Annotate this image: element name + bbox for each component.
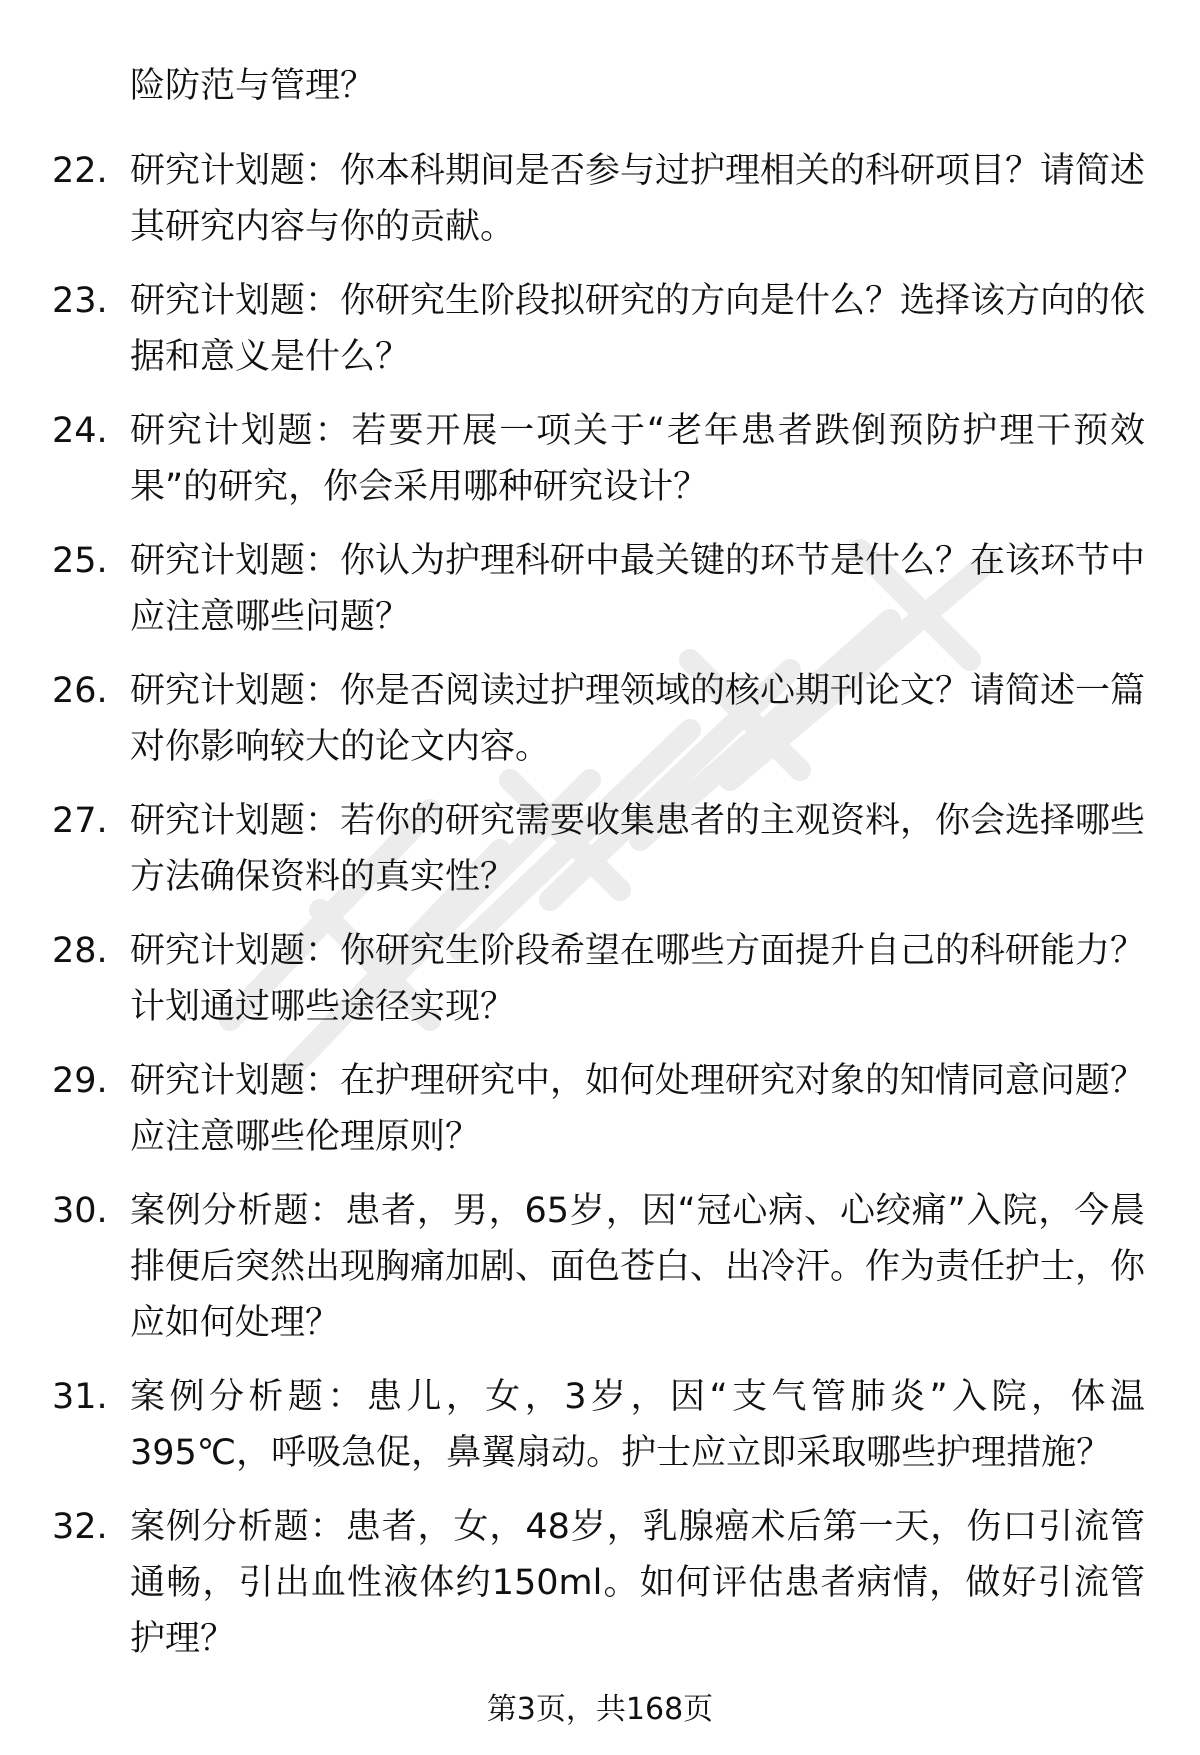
- question-text: 研究计划题：若要开展一项关于“老年患者跌倒预防护理干预效果”的研究，你会采用哪种研究设计？: [130, 411, 1145, 507]
- question-number: 30.: [52, 1191, 108, 1231]
- question-item: [0, 533, 1145, 645]
- question-text: 研究计划题：你本科期间是否参与过护理相关的科研项目？请简述其研究内容与你的贡献。: [130, 151, 1146, 247]
- question-item: [0, 1369, 1145, 1481]
- question-text: 研究计划题：你研究生阶段拟研究的方向是什么？选择该方向的依据和意义是什么？: [130, 281, 1146, 377]
- question-number: 29.: [52, 1061, 108, 1101]
- question-item: [0, 1499, 1145, 1667]
- question-number: 23.: [52, 281, 108, 321]
- question-number: 25.: [52, 541, 108, 581]
- question-number: 22.: [52, 151, 108, 191]
- question-item: [0, 403, 1145, 515]
- question-number: 24.: [52, 411, 108, 451]
- question-list: [0, 143, 1200, 1685]
- question-number: 26.: [52, 671, 108, 711]
- page-number-footer: 第3页，共168页: [486, 1692, 714, 1727]
- question-text: 研究计划题：若你的研究需要收集患者的主观资料，你会选择哪些方法确保资料的真实性？: [130, 801, 1146, 897]
- question-item: [0, 143, 1145, 255]
- question-item: [0, 793, 1145, 905]
- question-text: 案例分析题：患儿，女，3岁，因“支气管肺炎”入院，体温395℃，呼吸急促，鼻翼扇动。护士应立即采取哪些护理措施？: [130, 1377, 1145, 1473]
- question-text: 研究计划题：你认为护理科研中最关键的环节是什么？在该环节中应注意哪些问题？: [130, 541, 1146, 637]
- question-item: [0, 1053, 1145, 1165]
- question-item: [0, 923, 1145, 1035]
- question-text: 案例分析题：患者，女，48岁，乳腺癌术后第一天，伤口引流管通畅，引出血性液体约150ml。如何评估患者病情，做好引流管护理？: [130, 1507, 1145, 1659]
- question-text: 研究计划题：你研究生阶段希望在哪些方面提升自己的科研能力？计划通过哪些途径实现？: [130, 931, 1146, 1027]
- question-text: 案例分析题：患者，男，65岁，因“冠心病、心绞痛”入院，今晨排便后突然出现胸痛加剧、面色苍白、出冷汗。作为责任护士，你应如何处理？: [130, 1191, 1146, 1343]
- question-text: 研究计划题：你是否阅读过护理领域的核心期刊论文？请简述一篇对你影响较大的论文内容。: [130, 671, 1146, 767]
- question-number: 27.: [52, 801, 108, 841]
- question-item: [0, 273, 1145, 385]
- question-number: 28.: [52, 931, 108, 971]
- question-item: [0, 663, 1145, 775]
- question-item: [0, 1183, 1145, 1351]
- question-text: 研究计划题：在护理研究中，如何处理研究对象的知情同意问题？应注意哪些伦理原则？: [130, 1061, 1146, 1157]
- continuation-text: 险防范与管理？: [130, 66, 376, 106]
- question-number: 31.: [52, 1377, 108, 1417]
- question-number: 32.: [52, 1507, 108, 1547]
